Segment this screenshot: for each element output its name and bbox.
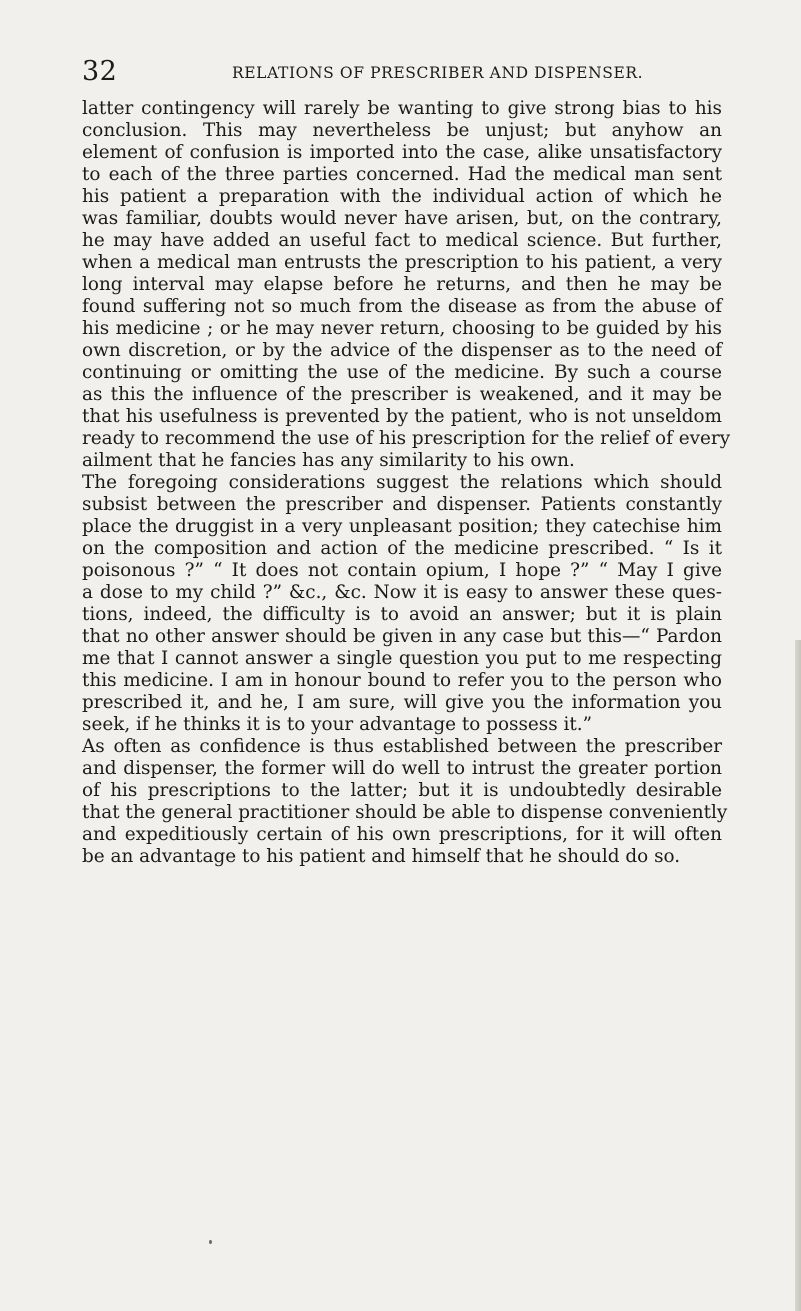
text-line: his medicine ; or he may never return, choosing to be guided by his (82, 318, 722, 339)
text-line: on the composition and action of the medicine prescribed. “ Is it (82, 538, 722, 559)
text-line: that his usefulness is prevented by the patient, who is not unseldom (82, 406, 722, 427)
text-line: own discretion, or by the advice of the dispenser as to the need of (82, 340, 722, 361)
text-line: subsist between the prescriber and dispenser. Patients constantly (82, 494, 722, 515)
text-line: to each of the three parties concerned. Had the medical man sent (82, 164, 722, 185)
text-line: found suffering not so much from the disease as from the abuse of (82, 296, 722, 317)
text-line: and expeditiously certain of his own prescriptions, for it will often (82, 824, 722, 845)
text-line: of his prescriptions to the latter; but it is undoubtedly desirable (82, 780, 722, 801)
text-line: me that I cannot answer a single question you put to me respecting (82, 648, 722, 669)
paragraph-end-line: ailment that he fancies has any similarity to his own. (82, 450, 575, 471)
text-line: element of confusion is imported into the case, alike unsatisfactory (82, 142, 722, 163)
page-edge-shadow (795, 640, 801, 1311)
text-line: conclusion. This may nevertheless be unjust; but anyhow an (82, 120, 722, 141)
text-line: this medicine. I am in honour bound to refer you to the person who (82, 670, 722, 691)
paragraph-end-line: be an advantage to his patient and himself that he should do so. (82, 846, 681, 867)
text-line: tions, indeed, the difficulty is to avoid an answer; but it is plain (82, 604, 722, 625)
text-line: place the druggist in a very unpleasant position; they catechise him (82, 516, 722, 537)
running-title: RELATIONS OF PRESCRIBER AND DISPENSER. (232, 64, 644, 82)
text-line: latter contingency will rarely be wanting to give strong bias to his (82, 98, 722, 119)
paper-speck (209, 1240, 212, 1244)
text-line: when a medical man entrusts the prescription to his patient, a very (82, 252, 722, 273)
text-line: long interval may elapse before he returns, and then he may be (82, 274, 722, 295)
page-number: 32 (82, 56, 118, 87)
text-line: as this the influence of the prescriber is weakened, and it may be (82, 384, 722, 405)
text-line: poisonous ?” “ It does not contain opium, I hope ?” “ May I give (82, 560, 722, 581)
text-line: that the general practitioner should be able to dispense conveniently (82, 802, 728, 823)
text-line: was familiar, doubts would never have arisen, but, on the contrary, (82, 208, 722, 229)
text-line: he may have added an useful fact to medical science. But further, (82, 230, 722, 251)
body-text (82, 98, 731, 868)
text-line: continuing or omitting the use of the medicine. By such a course (82, 362, 722, 383)
text-line: a dose to my child ?” &c., &c. Now it is easy to answer these ques- (82, 582, 722, 603)
text-line: As often as confidence is thus established between the prescriber (82, 736, 722, 757)
text-line: The foregoing considerations suggest the relations which should (82, 472, 722, 493)
text-line: and dispenser, the former will do well to intrust the greater portion (82, 758, 722, 779)
text-line: ready to recommend the use of his prescription for the relief of every (82, 428, 731, 449)
paragraph-end-line: seek, if he thinks it is to your advantage to possess it.” (82, 714, 593, 735)
text-line: prescribed it, and he, I am sure, will give you the information you (82, 692, 722, 713)
running-header (82, 56, 722, 88)
text-line: his patient a preparation with the individual action of which he (82, 186, 722, 207)
text-line: that no other answer should be given in any case but this—“ Pardon (82, 626, 722, 647)
